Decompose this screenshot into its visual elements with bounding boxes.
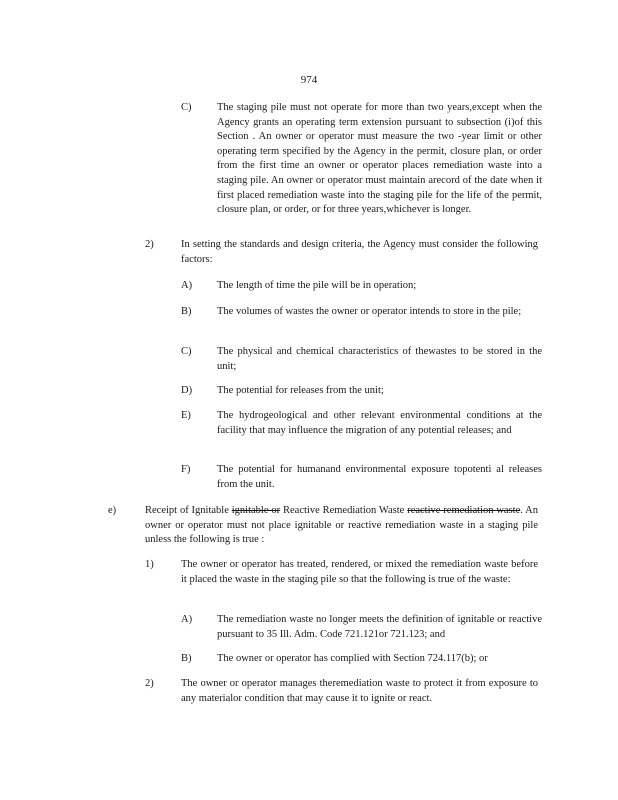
text-after: . An owner or operator must not place ignitable or reactive remediation waste in a staging pile unless the following is true : — [145, 505, 538, 546]
clause-label: C) — [181, 346, 192, 357]
clause-label: A) — [181, 280, 193, 291]
struck-text: reactive remediation waste — [407, 505, 521, 516]
clause-text: The owner or operator has complied with Section 724.117(b); or — [217, 653, 488, 664]
clause-text: The length of time the pile will be in operation; — [217, 280, 417, 291]
clause-text: The volumes of wastes the owner or operator intends to store in the pile; — [217, 306, 522, 317]
text-middle: Reactive Remediation Waste — [280, 505, 408, 516]
clause-label: C) — [181, 102, 192, 113]
clause-label: B) — [181, 306, 192, 317]
clause-label: F) — [181, 464, 191, 475]
clause-text: The owner or operator has treated, rendered, or mixed the remediation waste before it placed the waste in the staging pile so that the following is true of the waste: — [181, 559, 538, 585]
clause-text: The remediation waste no longer meets the definition of ignitable or reactive pursuant to 35 Ill. Adm. Code 721.121or 721.123; and — [217, 614, 542, 640]
clause-label: A) — [181, 614, 193, 625]
clause-label: E) — [181, 410, 191, 421]
struck-text: ignitable or — [231, 505, 281, 516]
clause-text: The hydrogeological and other relevant environmental conditions at the facility that may influence the migration of any potential releases; and — [217, 410, 542, 436]
clause-label: 2) — [145, 678, 154, 689]
clause-text: The staging pile must not operate for more than two years,except when the Agency grants an operating term extension pursuant to subsection (i)of this Section . An owner or operator must measure the two -year limit or other operating term specified by the Agency in the permit, closure plan, or order from the first time an owner or operator places remediation waste into a staging pile. An owner or operator must maintain arecord of the date when it first placed remediation waste into the staging pile for the life of the permit, closure plan, or order, or for three years,whichever is longer. — [217, 102, 542, 216]
page-number: 974 — [300, 74, 318, 86]
clause-label: 1) — [145, 559, 154, 570]
clause-text — [145, 504, 538, 548]
text-before: Receipt of Ignitable — [145, 505, 232, 516]
clause-text: The potential for humanand environmental exposure topotenti al releases from the unit. — [217, 464, 542, 490]
clause-text: The potential for releases from the unit; — [217, 385, 384, 396]
clause-label: D) — [181, 385, 193, 396]
clause-text: The owner or operator manages theremediation waste to protect it from exposure to any materialor condition that may cause it to ignite or react. — [181, 678, 538, 704]
clause-text: The physical and chemical characteristics of thewastes to be stored in the unit; — [217, 346, 542, 372]
clause-label: 2) — [145, 239, 154, 250]
clause-label: e) — [108, 505, 117, 516]
clause-label: B) — [181, 653, 192, 664]
clause-text: In setting the standards and design criteria, the Agency must consider the following factors: — [181, 239, 538, 265]
